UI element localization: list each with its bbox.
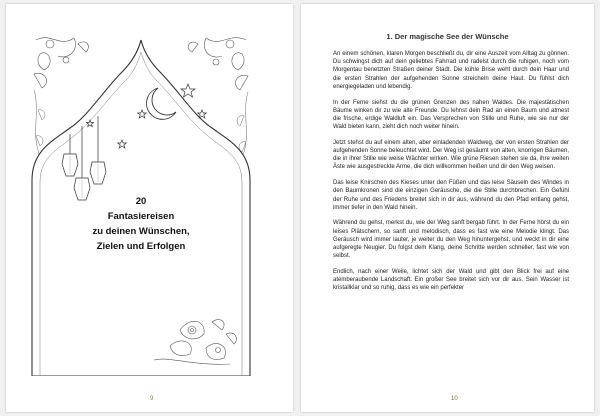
paragraph: An einem schönen, klaren Morgen beschließt du, dir eine Auszeit vom Alltag zu gönnen. Du schwingst dich auf dein geliebtes Fahrrad und radelst durch die ruhigen, noch vom Morgentau benetzten Straßen deiner Stadt. Die kühle Brise weht durch dein Haar und die ersten Strahlen der aufgehenden Sonne streicheln deine Haut. Du fühlst dich energiegeladen und lebendig. bbox=[333, 51, 569, 90]
title-line-number: 20 bbox=[135, 196, 147, 207]
left-page bbox=[6, 4, 293, 412]
paragraph: Das leise Knirschen des Kieses unter den Füßen und das leise Säuseln des Windes in den Baumkronen sind die einzigen Geräusche, die die Stille durchbrechen. Ein Gefühl der Ruhe und des Friedens breitet sich in dir aus, während du den Pfad entlang gehst, immer tiefer in den Wald hinein. bbox=[333, 180, 569, 211]
paragraph: Jetzt stehst du auf einem alten, aber einladenden Waldweg, der von ersten Strahlen der aufgehenden Sonne beleuchtet wird. Der Weg ist gesäumt von alten, knorrigen Bäumen, die in ihrer Stille wie weise Wächter wirken. Wie grüne Riesen stehen sie da, ihre weiten Äste wie ausgestreckte Arme, die dich willkommen heißen und dir den Weg weisen. bbox=[333, 139, 569, 171]
title-line-fantasiereisen: Fantasiereisen bbox=[107, 211, 175, 222]
floral-ornament-top-left bbox=[34, 38, 88, 88]
chapter-title: 1. Der magische See der Wünsche bbox=[386, 32, 509, 41]
right-page bbox=[301, 4, 594, 412]
paragraph: Während du gehst, merkst du, wie der Weg sanft bergab führt. In der Ferne hörst du ein leises Plätschern, so sanft und melodisch, dass es fast wie eine Melodie klingt. Das Geräusch wird immer lauter, je weiter du den Weg hinuntergehst, und weckt in dir eine aufgeregte Neugier. Du folgst dem Klang, deine Schritte werden schneller, fast wie von selbst. bbox=[333, 220, 569, 260]
right-page-number: 10 bbox=[451, 396, 458, 402]
paragraph: In der Ferne siehst du die grünen Grenzen des nahen Waldes. Die majestätischen Bäume winken dir zu wie alte Freunde. Du lehnst dein Rad an einen Baum und atmest die frische, erdige Waldluft ein. Das Versprechen von Stille und Ruhe, wie sie nur der Wald bieten kann, zieht dich noch weiter hinein. bbox=[333, 99, 569, 131]
left-page-number: 9 bbox=[150, 396, 154, 402]
floral-ornament-top-right bbox=[188, 38, 248, 90]
title-line-wuenschen: zu deinen Wünschen, bbox=[92, 226, 190, 237]
title-line-zielen: Zielen und Erfolgen bbox=[96, 241, 186, 252]
chapter-body-text bbox=[333, 50, 569, 293]
book-title bbox=[52, 194, 230, 254]
paragraph: Endlich, nach einer Weile, lichtet sich der Wald und gibt den Blick frei auf eine atemberaubende Landschaft. Ein großer See breitet sich vor dir aus. Sein Wasser ist kristallklar und so ruhig, dass es wie ein perfekter bbox=[333, 268, 569, 292]
